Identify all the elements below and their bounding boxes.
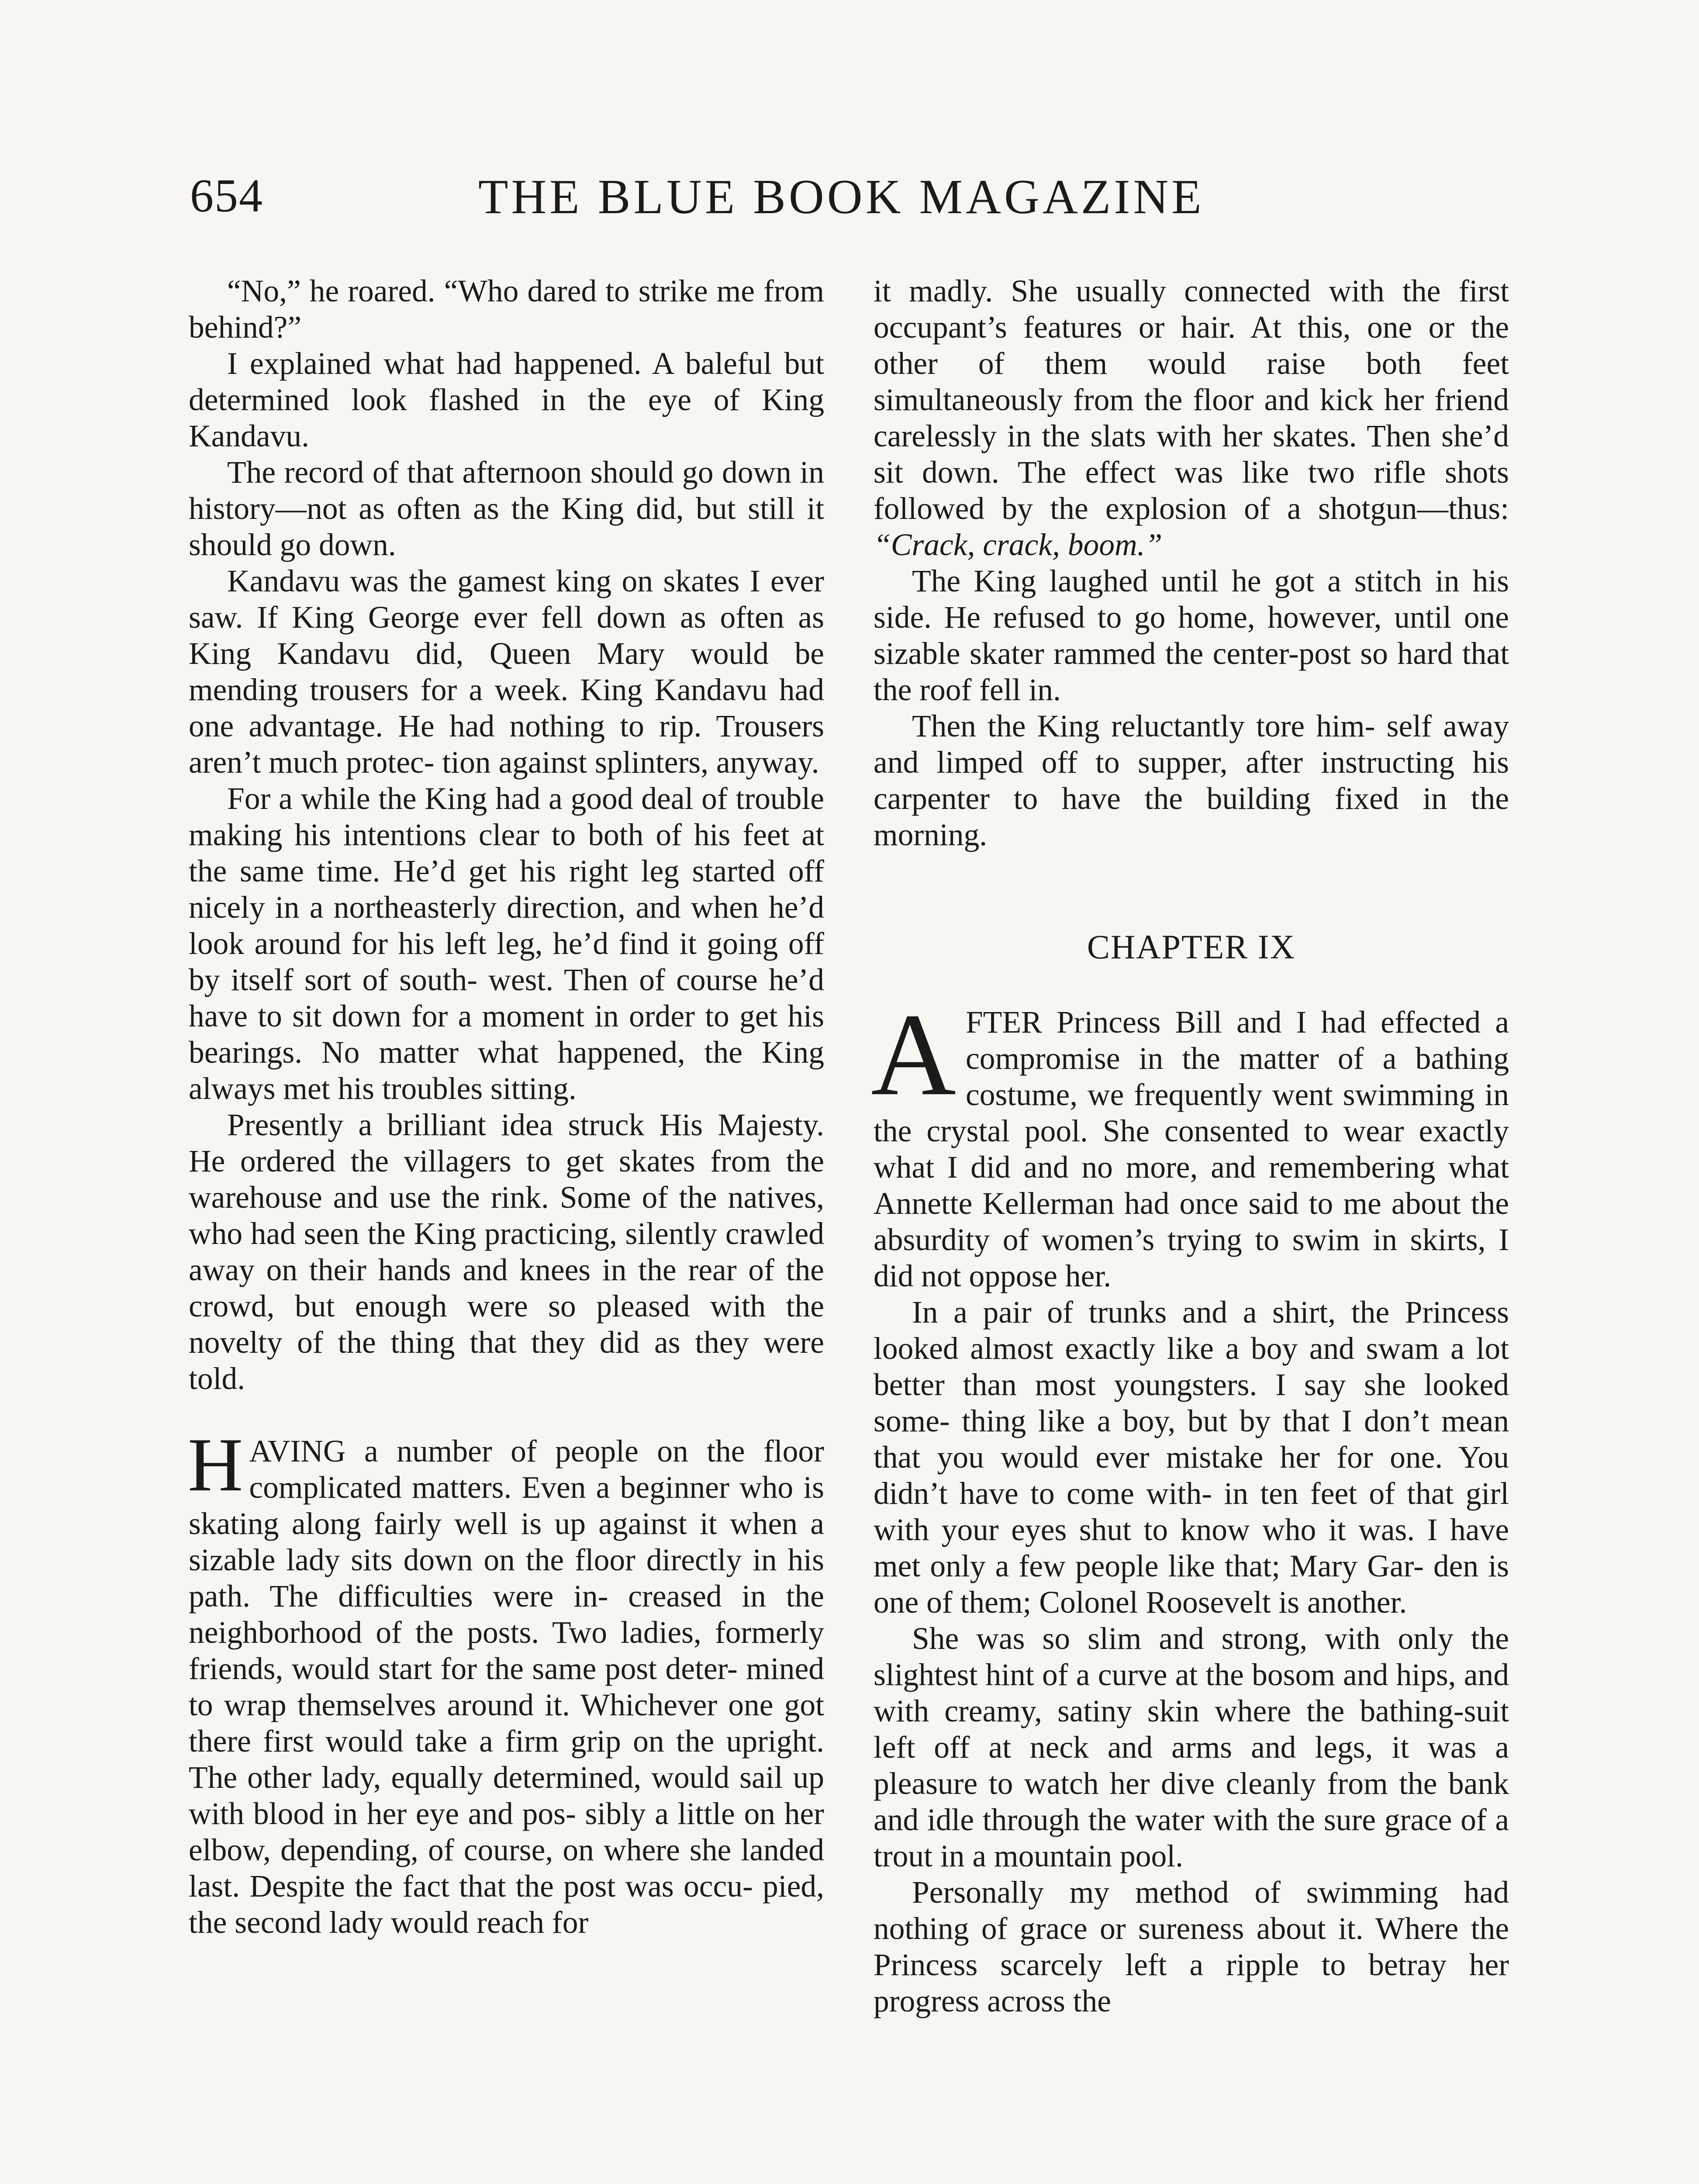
- page-number: 654: [190, 170, 263, 222]
- paragraph: For a while the King had a good deal of trouble making his intentions clear to both of his feet at the same time. He’d get his right leg started off nicely in a northeasterly direction, and when he’d look around for his left leg, he’d find it going off by itself sort of south- west. Then of course he’d have to sit down for a moment in order to get his bearings. No matter what happened, the King always met his troubles sitting.: [189, 781, 824, 1106]
- paragraph: She was so slim and strong, with only the slightest hint of a curve at the bosom and hips, and with creamy, satiny skin where the bathing-suit left off at neck and arms and legs, it was a pleasure to watch her dive cleanly from the bank and idle through the water with the sure grace of a trout in a mountain pool.: [874, 1621, 1509, 1873]
- paragraph: Then the King reluctantly tore him- self away and limped off to supper, after instructing his carpenter to have the building fixed in the morning.: [874, 709, 1509, 852]
- paragraph: In a pair of trunks and a shirt, the Princess looked almost exactly like a boy and swam a lot better than most youngsters. I say she looked some- thing like a boy, but by that I don’t mean that you would ever mistake her for one. You didn’t have to come with- in ten feet of that girl with your eyes shut to know who it was. I have met only a few people like that; Mary Gar- den is one of them; Colonel Roosevelt is another.: [874, 1295, 1509, 1620]
- paragraph: I explained what had happened. A baleful but determined look flashed in the eye of King Kandavu.: [189, 346, 824, 453]
- quote-italic: “Crack, crack, boom.”: [874, 528, 1163, 562]
- paragraph: [874, 273, 1509, 563]
- drop-cap: A: [871, 989, 956, 1120]
- paragraph-text: FTER Princess Bill and I had effected a compromise in the matter of a bathing costume, we frequently went swimming in the crystal pool. She consented to wear exactly what I did and no more, and remembering what Annette Kellerman had once said to me about the absurdity of women’s trying to swim in skirts, I did not oppose her.: [874, 1005, 1509, 1293]
- paragraph: The King laughed until he got a stitch in his side. He refused to go home, however, until one sizable skater rammed the center-post so hard that the roof fell in.: [874, 564, 1509, 707]
- paragraph: Kandavu was the gamest king on skates I ever saw. If King George ever fell down as often as King Kandavu did, Queen Mary would be mending trousers for a week. King Kandavu had one advantage. He had nothing to rip. Trousers aren’t much protec- tion against splinters, anyway.: [189, 564, 824, 780]
- right-column: [871, 273, 1509, 2019]
- left-column: [189, 273, 824, 1941]
- paragraph-text: AVING a number of people on the floor complicated matters. Even a beginner who is skating along fairly well is up against it when a sizable lady sits down on the floor directly in his path. The difficulties were in- creased in the neighborhood of the posts. Two ladies, formerly friends, would start for the same post deter- mined to wrap themselves around it. Whichever one got there first would take a firm grip on the upright. The other lady, equally determined, would sail up with blood in her eye and pos- sibly a little on her elbow, depending, of course, on where she landed last. Despite the fact that the post was occu- pied, the second lady would reach for: [189, 1434, 824, 1940]
- section-break: [189, 1397, 824, 1433]
- running-head: THE BLUE BOOK MAGAZINE: [478, 170, 1205, 224]
- paragraph: Personally my method of swimming had nothing of grace or sureness about it. Where the Princess scarcely left a ripple to betray her progress across the: [874, 1875, 1509, 2018]
- paragraph: Presently a brilliant idea struck His Majesty. He ordered the villagers to get skates from the warehouse and use the rink. Some of the natives, who had seen the King practicing, silently crawled away on their hands and knees in the rear of the crowd, but enough were so pleased with the novelty of the thing that they did as they were told.: [189, 1108, 824, 1396]
- chapter-heading: CHAPTER IX: [1087, 928, 1296, 966]
- paragraph-text: it madly. She usually connected with the first occupant’s features or hair. At this, one or the other of them would raise both feet simultaneously from the floor and kick her friend carelessly in the slats with her skates. Then she’d sit down. The effect was like two rifle shots followed by the explosion of a shotgun—thus:: [874, 274, 1509, 526]
- paragraph-with-initial: [871, 989, 1509, 1294]
- paragraph: “No,” he roared. “Who dared to strike me from behind?”: [189, 274, 824, 345]
- paragraph-with-initial: [188, 1422, 824, 1941]
- drop-cap: H: [188, 1422, 243, 1507]
- paragraph: The record of that afternoon should go down in history—not as often as the King did, but still it should go down.: [189, 455, 824, 562]
